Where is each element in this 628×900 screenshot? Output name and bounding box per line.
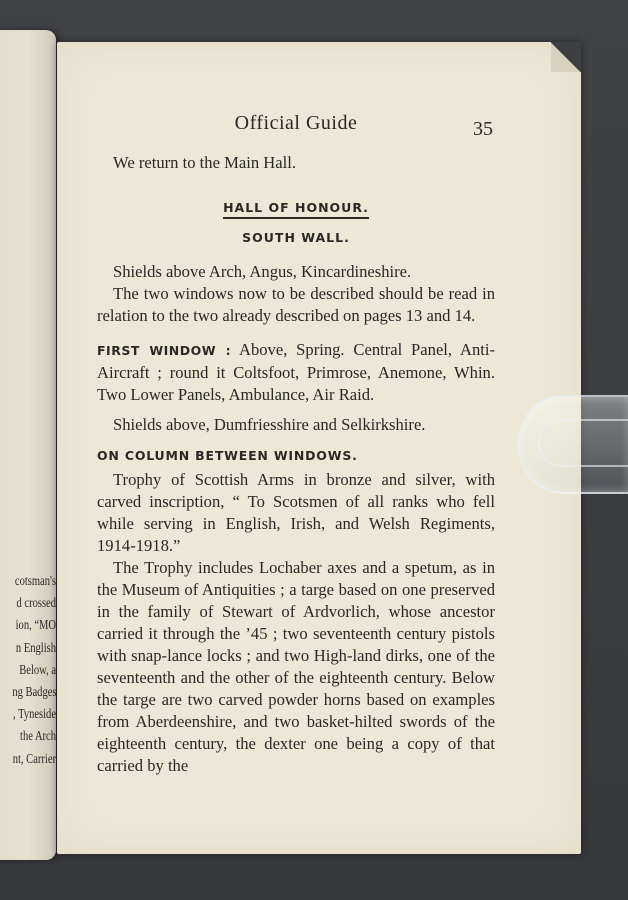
left-line: nt, Carrier (12, 750, 56, 766)
left-page-text (12, 570, 56, 770)
spacer (97, 436, 495, 448)
left-page (0, 30, 56, 860)
paragraph: Shields above, Dumfriesshire and Selkirkshire. (113, 415, 426, 434)
column-title: ON COLUMN BETWEEN WINDOWS. (97, 448, 358, 463)
return-line: We return to the Main Hall. (113, 153, 296, 172)
left-line: ng Badges (12, 683, 56, 699)
first-window-label: FIRST WINDOW : (97, 343, 232, 358)
page-header (97, 110, 495, 142)
left-line: cotsman's (14, 573, 56, 588)
section-title (97, 200, 495, 215)
subsection-title: SOUTH WALL. (242, 230, 350, 245)
left-line: Below, a (19, 661, 56, 677)
left-line: d crossed (16, 595, 56, 611)
left-line: n English (15, 639, 56, 655)
left-line: , Tyneside (13, 706, 56, 722)
spacer (97, 406, 495, 414)
left-line: the Arch (20, 728, 56, 744)
spacer (97, 327, 495, 339)
page-content (97, 110, 495, 777)
paragraph: The Trophy includes Lochaber axes and a spetum, as in the Museum of Antiquities ; a targe based on one preserved in the family of Stewart of Ardvorlich, whose ancestor carried it through the ’45 ; two seventeenth century pistols with snap-lance locks ; and two High-land dirks, one of the seventeenth and the other of the eighteenth century. Below the targe are two carved powder horns based on examples from Aberdeenshire, and two basket-hilted swords of the eighteenth century, the dexter one being a copy of that carried by the (97, 558, 495, 775)
paragraph: The two windows now to be described should be read in relation to the two already described on pages 13 and 14. (97, 284, 495, 325)
left-line: ion, “MO (15, 617, 56, 633)
hall-title-text: HALL OF HONOUR. (223, 200, 369, 219)
paragraph: Trophy of Scottish Arms in bronze and silver, with carved inscription, “ To Scotsmen of all ranks who fell while serving in English, Irish, and Welsh Regiments, 1914-1918.” (97, 470, 495, 555)
page-corner (551, 42, 581, 72)
page-number: 35 (473, 118, 493, 140)
paragraph: Shields above Arch, Angus, Kincardineshire. (113, 262, 412, 281)
first-window-text: Above, Spring. Central Panel, Anti-Aircraft ; round it Coltsfoot, Primrose, Anemone, Whin. Two Lower Panels, Ambulance, Air Raid. (97, 340, 495, 404)
paper-clip (518, 395, 628, 494)
running-head: Official Guide (234, 112, 358, 134)
first-window-paragraph (97, 339, 495, 406)
